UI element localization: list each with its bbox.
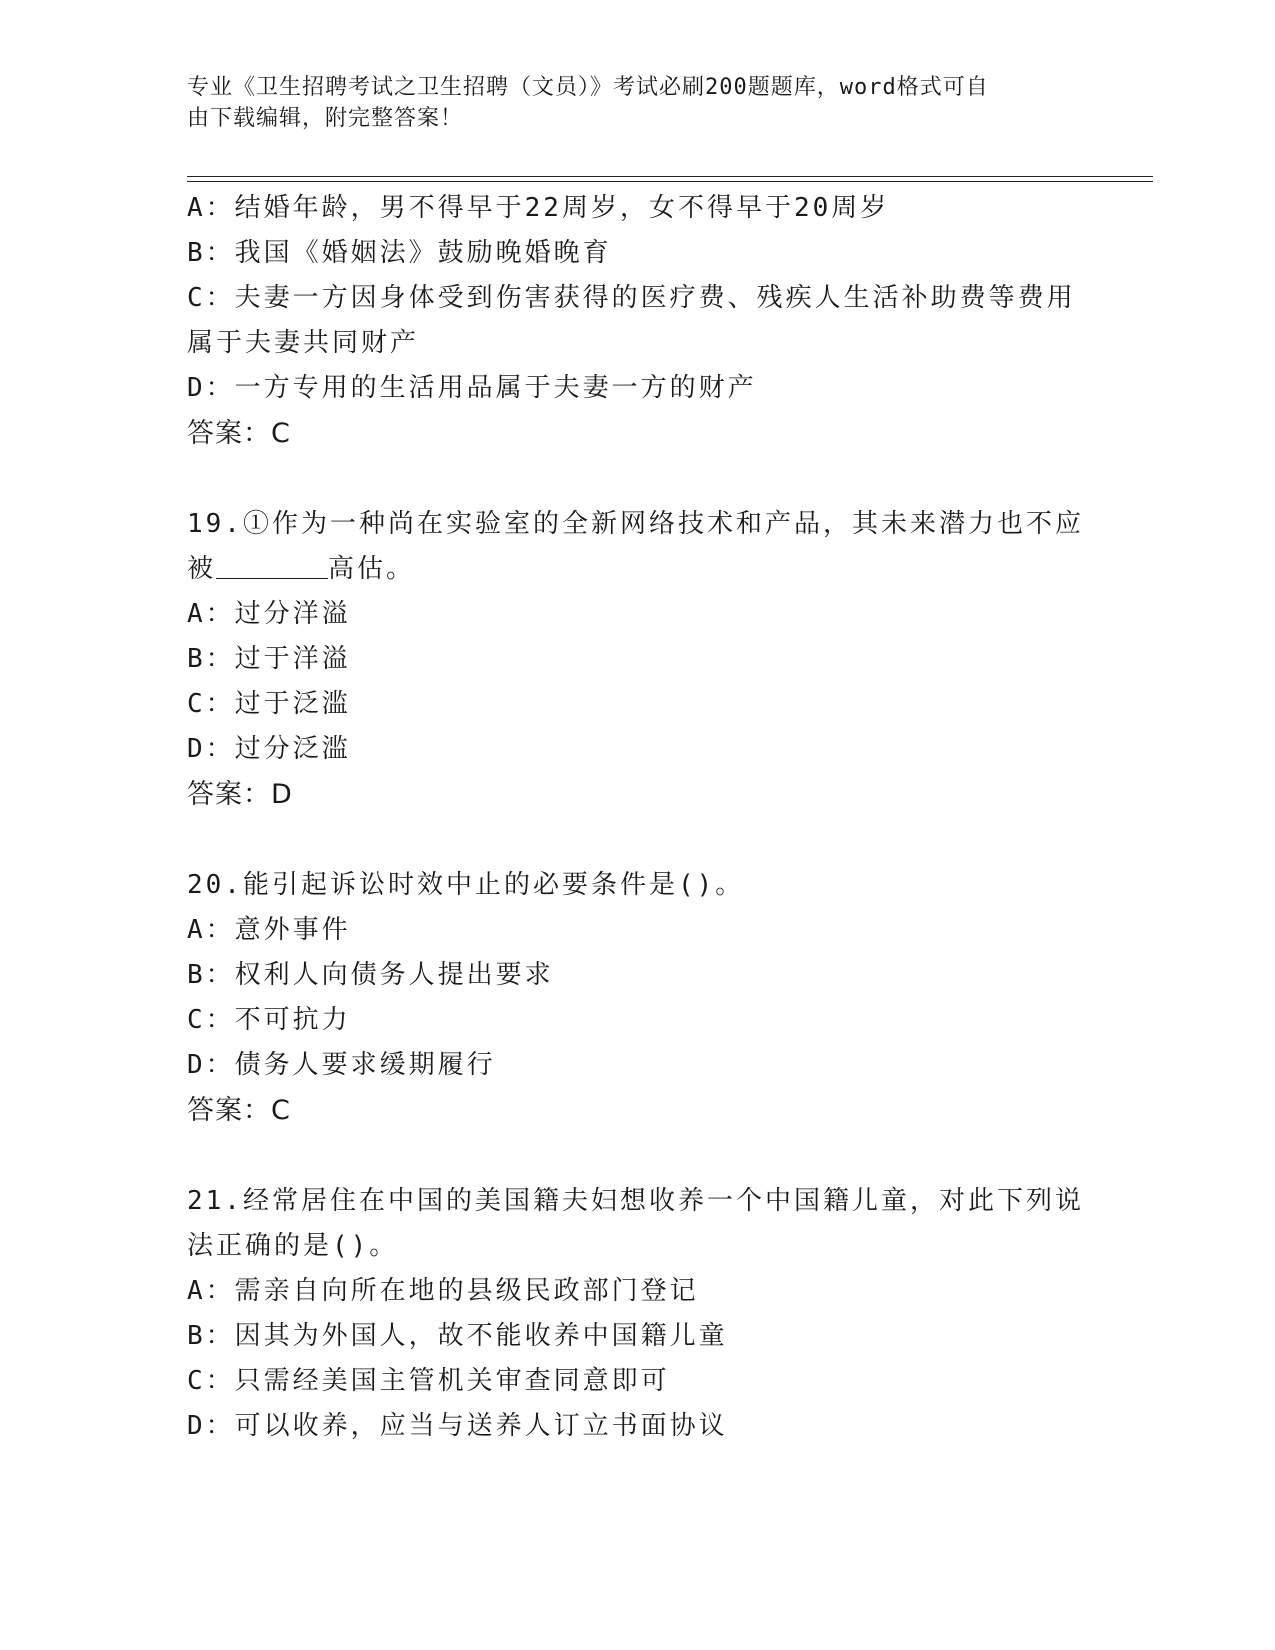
- option-c-line-2: 属于夫妻共同财产: [187, 328, 420, 358]
- stem-prefix: 被: [187, 554, 217, 584]
- option-c: C：不可抗力: [187, 1005, 351, 1035]
- option-c: C：过于泛滥: [187, 689, 351, 719]
- question-20: [187, 863, 1087, 1133]
- question-stem-line-2: [187, 547, 1087, 592]
- option-b: B：因其为外国人，故不能收养中国籍儿童: [187, 1321, 728, 1351]
- option-a: A：结婚年龄，男不得早于22周岁，女不得早于20周岁: [187, 193, 890, 223]
- option-a: A：意外事件: [187, 915, 351, 945]
- answer: 答案：C: [187, 1095, 291, 1126]
- document-header: [187, 72, 1067, 134]
- spacer: [187, 817, 1087, 863]
- answer: 答案：D: [187, 779, 293, 810]
- question-stem: 20.能引起诉讼时效中止的必要条件是()。: [187, 870, 745, 900]
- option-c: C：只需经美国主管机关审查同意即可: [187, 1366, 670, 1396]
- option-d: D：债务人要求缓期履行: [187, 1050, 496, 1080]
- option-a: A：过分洋溢: [187, 599, 351, 629]
- question-list: [187, 186, 1087, 1449]
- header-line-2: 由下载编辑，附完整答案！: [187, 106, 464, 131]
- spacer: [187, 1133, 1087, 1179]
- option-a: A：需亲自向所在地的县级民政部门登记: [187, 1276, 699, 1306]
- question-18: [187, 186, 1087, 456]
- option-b: B：权利人向债务人提出要求: [187, 960, 554, 990]
- option-b: B：我国《婚姻法》鼓励晚婚晚育: [187, 238, 612, 268]
- option-d: D：可以收养，应当与送养人订立书面协议: [187, 1411, 728, 1441]
- question-stem-line-1: 19.①作为一种尚在实验室的全新网络技术和产品，其未来潜力也不应: [187, 509, 1084, 539]
- question-21: [187, 1179, 1087, 1449]
- question-19: [187, 502, 1087, 817]
- header-divider-bottom: [187, 181, 1153, 182]
- question-stem-line-2: 法正确的是()。: [187, 1231, 399, 1261]
- spacer: [187, 456, 1087, 502]
- option-d: D：过分泛滥: [187, 734, 351, 764]
- answer: 答案：C: [187, 418, 291, 449]
- option-d: D：一方专用的生活用品属于夫妻一方的财产: [187, 373, 757, 403]
- question-stem-line-1: 21.经常居住在中国的美国籍夫妇想收养一个中国籍儿童，对此下列说: [187, 1186, 1084, 1216]
- option-b: B：过于洋溢: [187, 644, 351, 674]
- option-c-line-1: C：夫妻一方因身体受到伤害获得的医疗费、残疾人生活补助费等费用: [187, 283, 1076, 313]
- header-line-1: 专业《卫生招聘考试之卫生招聘（文员）》考试必刷200题题库，word格式可自: [187, 75, 989, 100]
- stem-suffix: 高估。: [328, 554, 416, 584]
- fill-in-blank: [216, 552, 328, 579]
- header-divider-top: [187, 176, 1153, 177]
